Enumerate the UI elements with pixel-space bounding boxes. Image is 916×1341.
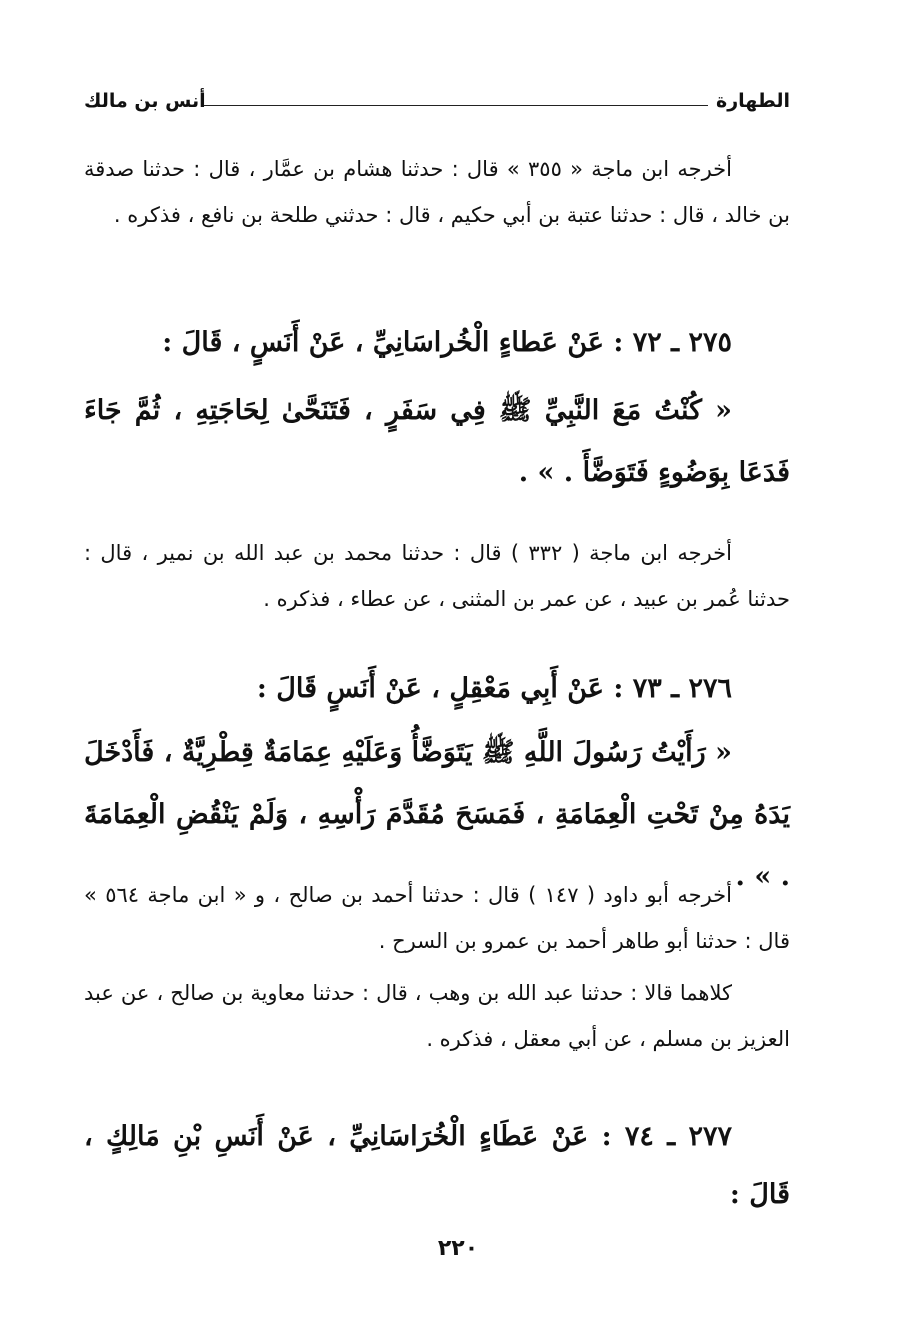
page-number: ٢٢٠ (437, 1236, 479, 1261)
hadith-heading: ٢٧٧ ـ ٧٤ : عَنْ عَطَاءٍ الْخُرَاسَانِيِّ ، عَنْ أَنَسِ بْنِ مَالِكٍ ، قَالَ : (84, 1121, 790, 1210)
hadith-text: « رَأَيْتُ رَسُولَ اللَّهِ ﷺ يَتَوَضَّأُ وَعَلَيْهِ عِمَامَةٌ قِطْرِيَّةٌ ، فَأَدْخَلَ يَدَهُ مِنْ تَحْتِ الْعِمَامَةِ ، فَمَسَحَ مُقَدَّمَ رَأْسِهِ ، وَلَمْ يَنْقُضِ الْعِمَامَةَ . » . (84, 737, 790, 892)
note-paragraph: أخرجه ابن ماجة ( ٣٣٢ ) قال : حدثنا محمد بن عبد الله بن نمير ، قال : حدثنا عُمر بن عبيد ، عن عمر بن المثنى ، عن عطاء ، فذكره . (84, 541, 790, 611)
note-paragraph: كلاهما قالا : حدثنا عبد الله بن وهب ، قال : حدثنا معاوية بن صالح ، عن عبد العزيز بن مسلم ، عن أبي معقل ، فذكره . (84, 981, 790, 1051)
hadith-text: « كُنْتُ مَعَ النَّبِيِّ ﷺ فِي سَفَرٍ ، فَتَنَحَّىٰ لِحَاجَتِهِ ، ثُمَّ جَاءَ فَدَعَا بِوَضُوءٍ فَتَوَضَّأَ . » . (84, 395, 790, 488)
hadith-heading: ٢٧٦ ـ ٧٣ : عَنْ أَبِي مَعْقِلٍ ، عَنْ أَنَسٍ قَالَ : (256, 673, 732, 704)
header-author-title: أنس بن مالك (84, 90, 206, 112)
note-paragraph: أخرجه ابن ماجة « ٣٥٥ » قال : حدثنا هشام بن عمَّار ، قال : حدثنا صدقة بن خالد ، قال : حدثنا عتبة بن أبي حكيم ، قال : حدثني طلحة بن نافع ، فذكره . (84, 157, 790, 227)
hadith-heading: ٢٧٥ ـ ٧٢ : عَنْ عَطاءٍ الْخُراسَانِيِّ ، عَنْ أَنَسٍ ، قَالَ : (162, 327, 732, 358)
header-rule (204, 105, 708, 106)
note-paragraph: أخرجه أبو داود ( ١٤٧ ) قال : حدثنا أحمد بن صالح ، و « ابن ماجة ٥٦٤ » قال : حدثنا أبو طاهر أحمد بن عمرو بن السرح . (84, 883, 790, 953)
header-section-title: الطهارة (716, 90, 790, 112)
running-header (84, 86, 790, 116)
